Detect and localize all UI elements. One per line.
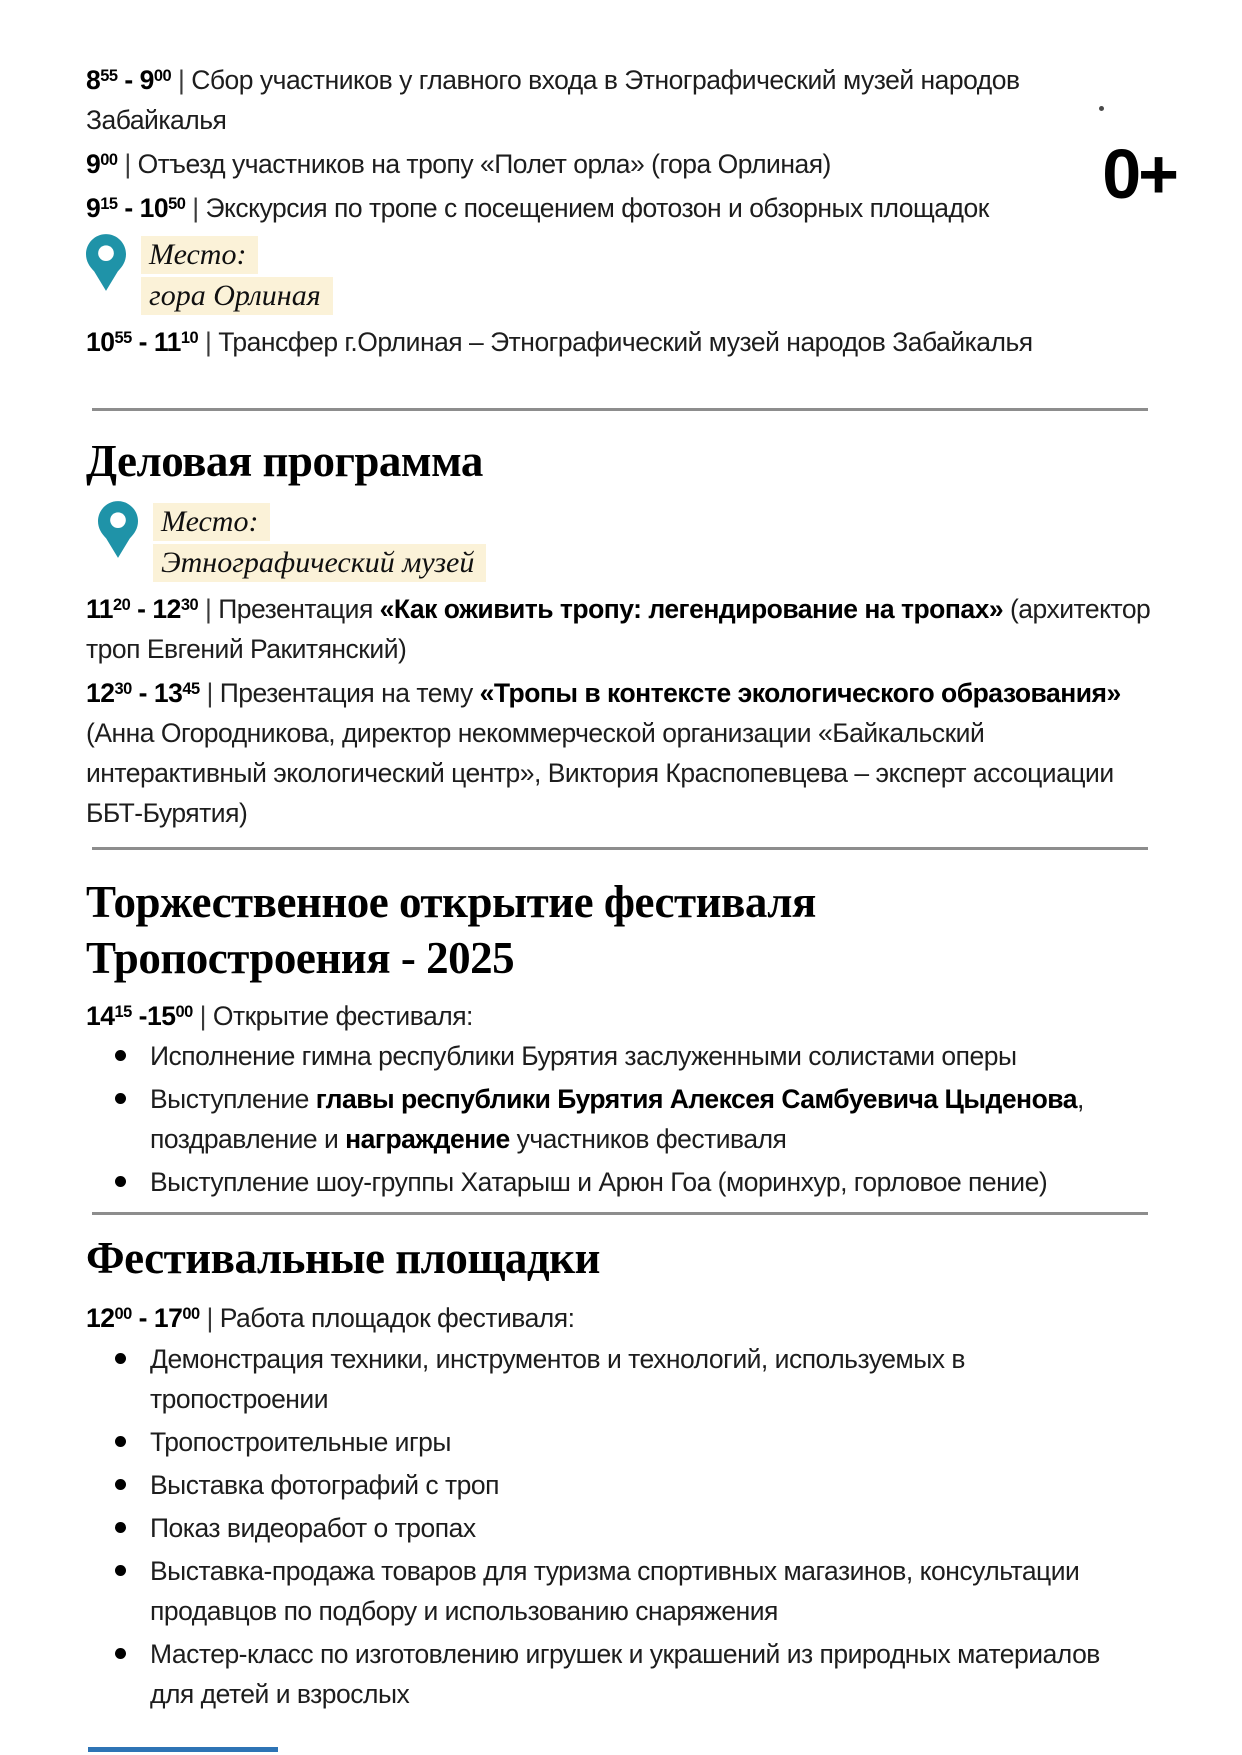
schedule-line: $12^{00} - 17^{00}$ | Работа площадок фестиваля: [86,1303,575,1334]
section-heading: Тропостроения - 2025 [86,933,515,984]
schedule-line: $10^{55} - 11^{10}$ | Трансфер г.Орлиная – Этнографический музей народов Забайкалья [86,326,1033,357]
list-item-line: Выступление главы республики Бурятия Алексея Самбуевича Цыденова, [150,1084,1084,1115]
list-item [86,1162,1156,1202]
list-item [86,1634,1156,1714]
list-item-line: Демонстрация техники, инструментов и технологий, используемых в [150,1343,965,1374]
section-heading: Фестивальные площадки [86,1233,600,1284]
schedule-line: $9^{15} - 10^{50}$ | Экскурсия по тропе с посещением фотозон и обзорных площадок [86,193,989,224]
location-block [98,501,1156,582]
list-item-line: для детей и взрослых [150,1678,410,1709]
location-text [153,501,486,582]
list-item-line: Выставка-продажа товаров для туризма спортивных магазинов, консультации [150,1555,1080,1586]
location-value: Этнографический музей [153,544,486,582]
list-item [86,1422,1156,1462]
section-heading: Деловая программа [86,435,483,486]
list-item-line: Показ видеоработ о тропах [150,1512,476,1543]
schedule-line: $8^{55} - 9^{00}$ | Сбор участников у главного входа в Этнографический музей народов [86,65,1020,96]
list-item-line: Исполнение гимна республики Бурятия заслуженными солистами оперы [150,1041,1017,1072]
location-text [141,234,333,315]
list-item-line: Выступление шоу-группы Хатарыш и Арюн Гоа (моринхур, горловое пение) [150,1167,1048,1198]
schedule-line: ББТ-Бурятия) [86,798,248,829]
venues-bullet-list [86,1339,1156,1714]
location-block [86,234,1156,315]
list-item-line: Тропостроительные игры [150,1426,451,1457]
section-opening-ceremony [86,874,1156,1202]
section-festival-venues [86,1230,1156,1713]
section-business-program [86,433,1156,833]
list-item [86,1551,1156,1631]
list-item-line: поздравление и награждение участников фестиваля [150,1124,787,1155]
schedule-line: интерактивный экологический центр», Виктория Краспопевцева – эксперт ассоциации [86,758,1114,789]
list-item-line: тропостроении [150,1383,329,1414]
schedule-line: Забайкалья [86,105,227,136]
location-label: Место: [153,503,270,541]
section-heading: Торжественное открытие фестиваля [86,877,816,928]
list-item-line: Мастер-класс по изготовлению игрушек и украшений из природных материалов [150,1638,1100,1669]
opening-bullet-list [86,1036,1156,1202]
age-rating-badge: 0+ [1102,135,1176,213]
section-divider [92,847,1148,850]
schedule-line: $9^{00}$ | Отъезд участников на тропу «Полет орла» (гора Орлиная) [86,149,831,180]
location-pin-icon [86,234,126,291]
section-divider [92,408,1148,411]
document-content [86,56,1156,1717]
location-value: гора Орлиная [141,277,333,315]
list-item-line: продавцов по подбору и использованию снаряжения [150,1595,778,1626]
location-pin-icon [98,501,138,558]
list-item [86,1508,1156,1548]
schedule-line: $12^{30} - 13^{45}$ | Презентация на тему «Тропы в контексте экологического образования» [86,678,1121,709]
list-item [86,1339,1156,1419]
truncated-link-bar[interactable] [88,1747,278,1752]
section-divider [92,1212,1148,1215]
schedule-line: (Анна Огородникова, директор некоммерческой организации «Байкальский [86,718,985,749]
list-item [86,1036,1156,1076]
list-item [86,1079,1156,1159]
list-item [86,1465,1156,1505]
schedule-line: $11^{20} - 12^{30}$ | Презентация «Как оживить тропу: легендирование на тропах» (архитектор [86,594,1151,625]
list-item-line: Выставка фотографий с троп [150,1469,499,1500]
schedule-line: троп Евгений Ракитянский) [86,634,407,665]
location-label: Место: [141,236,258,274]
schedule-line: $14^{15}$ $-15^{00}$ | Открытие фестиваля: [86,1001,473,1032]
section-morning-schedule [86,56,1156,362]
